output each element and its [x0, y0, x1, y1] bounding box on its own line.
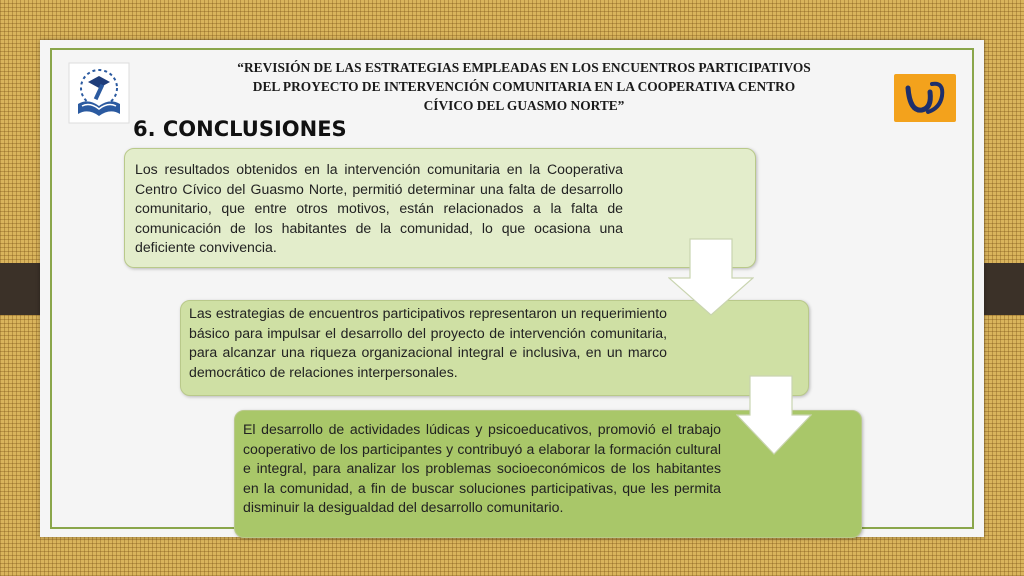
conclusion-box-1 [124, 148, 756, 268]
down-arrow-icon [668, 238, 754, 316]
conclusion-text-1: Los resultados obtenidos en la intervención comunitaria en la Cooperativa Centro Cívico del Guasmo Norte, permitió determinar una falta de desarrollo comunitario, que entre otros motivos, están relacionados a la falta de comunicación de los habitantes de la comunidad, lo que ocasiona una deficiente convivencia. [135, 161, 623, 255]
faculty-logo-icon [892, 72, 958, 124]
university-book-logo-icon [68, 62, 130, 124]
down-arrow-icon [736, 375, 812, 455]
slide-title: “REVISIÓN DE LAS ESTRATEGIAS EMPLEADAS EN LOS ENCUENTROS PARTICIPATIVOS DEL PROYECTO DE INTERVENCIÓN COMUNITARIA EN LA COOPERATIVA CENTRO CÍVICO DEL GUASMO NORTE” [237, 60, 811, 113]
section-heading: 6. CONCLUSIONES [133, 117, 347, 141]
conclusion-text-2: Las estrategias de encuentros participativos representaron un requerimiento básico para impulsar el desarrollo del proyecto de intervención comunitaria, para alcanzar una riqueza organizacional integral e inclusiva, en un marco democrático de relaciones interpersonales. [189, 305, 667, 380]
conclusion-text-3: El desarrollo de actividades lúdicas y psicoeducativos, promovió el trabajo cooperativo de los participantes y contribuyó a elaborar la formación cultural e integral, para analizar los problemas socioeconómicos de los habitantes en la comunidad, a fin de buscar soluciones participativas, que les permita disminuir la desigualdad del desarrollo comunitario. [243, 421, 721, 515]
